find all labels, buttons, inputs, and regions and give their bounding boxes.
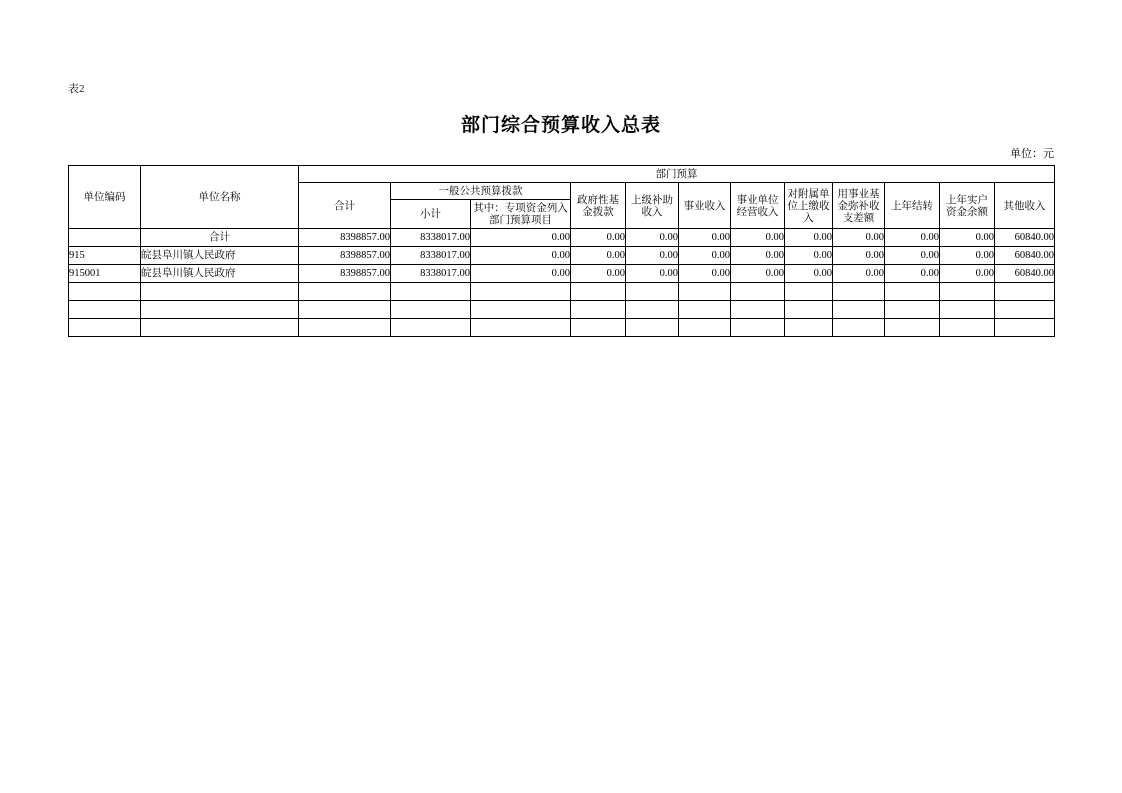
- cell-total: 8398857.00: [299, 229, 391, 247]
- cell-special-funds: 0.00: [471, 265, 571, 283]
- cell-gov-fund: 0.00: [571, 247, 626, 265]
- cell-carryover: [885, 319, 940, 337]
- header-other-income: 其他收入: [995, 183, 1055, 229]
- header-special-funds: 其中：专项资金列入部门预算项目: [471, 200, 571, 229]
- cell-subtotal: [391, 301, 471, 319]
- cell-unit-code: 915: [69, 247, 141, 265]
- cell-business-income: [679, 301, 731, 319]
- cell-business-income: [679, 283, 731, 301]
- cell-subtotal: [391, 319, 471, 337]
- cell-gov-fund: [571, 283, 626, 301]
- cell-unit-code: [69, 229, 141, 247]
- cell-other-income: 60840.00: [995, 265, 1055, 283]
- cell-business-income: 0.00: [679, 229, 731, 247]
- header-row-1: [69, 166, 1055, 183]
- header-prior-year-actual-balance: 上年实户资金余额: [940, 183, 995, 229]
- cell-affiliate-payment: 0.00: [785, 229, 833, 247]
- cell-carryover: [885, 301, 940, 319]
- cell-gov-fund: 0.00: [571, 229, 626, 247]
- cell-operating-income: 0.00: [731, 247, 785, 265]
- cell-business-income: [679, 319, 731, 337]
- cell-operating-income: [731, 301, 785, 319]
- cell-superior-subsidy: 0.00: [626, 265, 679, 283]
- cell-superior-subsidy: [626, 283, 679, 301]
- cell-actual-balance: [940, 319, 995, 337]
- header-total: 合计: [299, 183, 391, 229]
- cell-unit-code: [69, 283, 141, 301]
- cell-fund-offset: 0.00: [833, 247, 885, 265]
- cell-actual-balance: 0.00: [940, 247, 995, 265]
- cell-subtotal: 8338017.00: [391, 229, 471, 247]
- cell-other-income: [995, 283, 1055, 301]
- cell-unit-code: [69, 319, 141, 337]
- cell-affiliate-payment: 0.00: [785, 247, 833, 265]
- table-row: [69, 247, 1055, 265]
- cell-unit-name: 合计: [141, 229, 299, 247]
- cell-superior-subsidy: [626, 301, 679, 319]
- cell-carryover: 0.00: [885, 229, 940, 247]
- cell-unit-name: 皖县阜川镇人民政府: [141, 247, 299, 265]
- unit-note: 单位：元: [1010, 148, 1054, 160]
- cell-unit-name: [141, 301, 299, 319]
- cell-total: [299, 283, 391, 301]
- budget-table-container: [68, 165, 1054, 337]
- cell-fund-offset: [833, 319, 885, 337]
- cell-total: 8398857.00: [299, 247, 391, 265]
- page-title: 部门综合预算收入总表: [460, 115, 661, 136]
- header-gov-fund: 政府性基金拨款: [571, 183, 626, 229]
- cell-actual-balance: 0.00: [940, 229, 995, 247]
- cell-special-funds: [471, 301, 571, 319]
- header-business-income: 事业收入: [679, 183, 731, 229]
- table-row: [69, 229, 1055, 247]
- cell-carryover: 0.00: [885, 265, 940, 283]
- header-affiliate-payment: 对附属单位上缴收入: [785, 183, 833, 229]
- cell-other-income: [995, 319, 1055, 337]
- cell-actual-balance: [940, 301, 995, 319]
- cell-operating-income: 0.00: [731, 265, 785, 283]
- cell-business-income: 0.00: [679, 265, 731, 283]
- cell-subtotal: 8338017.00: [391, 265, 471, 283]
- cell-special-funds: [471, 319, 571, 337]
- cell-fund-offset: [833, 283, 885, 301]
- cell-carryover: [885, 283, 940, 301]
- cell-total: [299, 301, 391, 319]
- cell-superior-subsidy: 0.00: [626, 247, 679, 265]
- header-general-public-budget: 一般公共预算拨款: [391, 183, 571, 200]
- cell-affiliate-payment: [785, 283, 833, 301]
- cell-unit-name: [141, 319, 299, 337]
- header-prior-year-carryover: 上年结转: [885, 183, 940, 229]
- cell-actual-balance: 0.00: [940, 265, 995, 283]
- cell-subtotal: [391, 283, 471, 301]
- table-header: [69, 166, 1055, 229]
- header-business-fund-offset: 用事业基金弥补收支差额: [833, 183, 885, 229]
- header-superior-subsidy: 上级补助收入: [626, 183, 679, 229]
- table-row: [69, 265, 1055, 283]
- cell-unit-name: 皖县阜川镇人民政府: [141, 265, 299, 283]
- cell-total: 8398857.00: [299, 265, 391, 283]
- cell-other-income: 60840.00: [995, 247, 1055, 265]
- cell-unit-code: [69, 301, 141, 319]
- cell-actual-balance: [940, 283, 995, 301]
- cell-gov-fund: 0.00: [571, 265, 626, 283]
- cell-fund-offset: 0.00: [833, 229, 885, 247]
- cell-fund-offset: 0.00: [833, 265, 885, 283]
- cell-operating-income: [731, 319, 785, 337]
- header-unit-name: 单位名称: [141, 166, 299, 229]
- header-unit-code: 单位编码: [69, 166, 141, 229]
- table-row: [69, 319, 1055, 337]
- cell-subtotal: 8338017.00: [391, 247, 471, 265]
- cell-affiliate-payment: [785, 319, 833, 337]
- table-row: [69, 283, 1055, 301]
- cell-other-income: [995, 301, 1055, 319]
- cell-operating-income: 0.00: [731, 229, 785, 247]
- cell-carryover: 0.00: [885, 247, 940, 265]
- cell-affiliate-payment: [785, 301, 833, 319]
- cell-superior-subsidy: [626, 319, 679, 337]
- table-body: [69, 229, 1055, 337]
- cell-unit-name: [141, 283, 299, 301]
- header-business-unit-operating: 事业单位经营收入: [731, 183, 785, 229]
- header-subtotal: 小计: [391, 200, 471, 229]
- cell-superior-subsidy: 0.00: [626, 229, 679, 247]
- cell-fund-offset: [833, 301, 885, 319]
- cell-other-income: 60840.00: [995, 229, 1055, 247]
- table-row: [69, 301, 1055, 319]
- sheet-label: 表2: [68, 83, 85, 95]
- cell-affiliate-payment: 0.00: [785, 265, 833, 283]
- cell-business-income: 0.00: [679, 247, 731, 265]
- cell-total: [299, 319, 391, 337]
- cell-gov-fund: [571, 319, 626, 337]
- cell-gov-fund: [571, 301, 626, 319]
- budget-table: [68, 165, 1055, 337]
- cell-operating-income: [731, 283, 785, 301]
- cell-special-funds: [471, 283, 571, 301]
- cell-unit-code: 915001: [69, 265, 141, 283]
- cell-special-funds: 0.00: [471, 229, 571, 247]
- header-department-budget: 部门预算: [299, 166, 1055, 183]
- cell-special-funds: 0.00: [471, 247, 571, 265]
